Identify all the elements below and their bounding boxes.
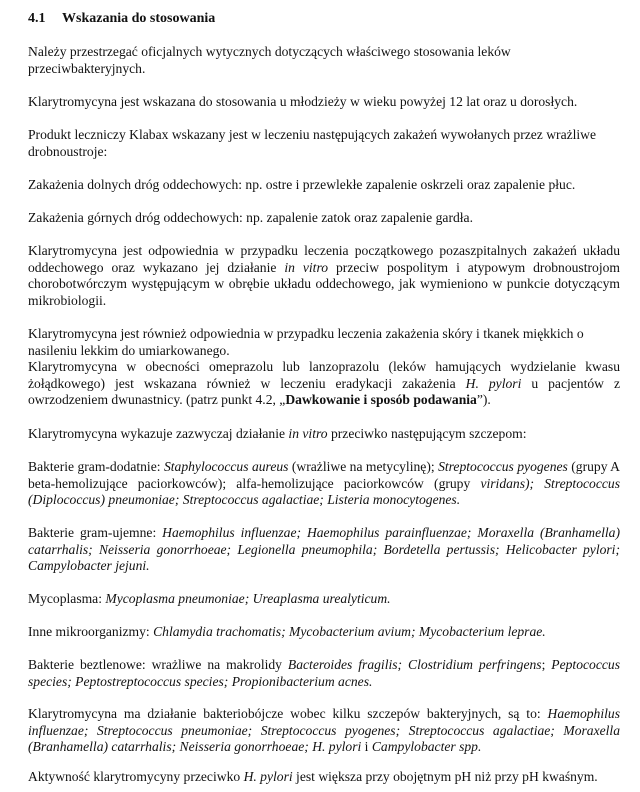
paragraph-anaerobes: Bakterie beztlenowe: wrażliwe na makrolidy Bacteroides fragilis; Clostridium perfringens; Peptococcus species; Peptostreptococcus species; Propionibacterium acnes. [28, 657, 620, 689]
dosage-reference: Dawkowanie i sposób podawania [285, 392, 477, 407]
paragraph-h-pylori-eradication: Klarytromycyna w obecności omeprazolu lub lanzoprazolu (leków hamujących wydzielanie kwasu żołądkowego) jest wskazana również w leczeniu eradykacji zakażenia H. pylori u pacjentów z owrzodzeniem dwunastnicy. (patrz punkt 4.2, „Dawkowanie i sposób podawania”). [28, 359, 621, 407]
paragraph-gram-positive: Bakterie gram-dodatnie: Staphylococcus aureus (wrażliwe na metycylinę); Streptococcus pyogenes (grupy A beta-hemolizujące paciorkowców); alfa-hemolizujące paciorkowców (grupy viridans); Streptococcus (Diplococcus) pneumoniae; Streptococcus agalactiae; Listeria monocytogenes. [28, 459, 620, 507]
paragraph-lower-respiratory: Zakażenia dolnych dróg oddechowych: np. ostre i przewlekłe zapalenie oskrzeli oraz zapalenie płuc. [28, 177, 576, 192]
paragraph-community-infections: Klarytromycyna jest odpowiednia w przypadku leczenia początkowego pozaszpitalnych zakażeń układu oddechowego oraz wykazano jej działanie in vitro przeciw pospolitym i atypowym drobnoustrojom chorobotwórczym występującym w obrębie układu oddechowego, jak wymieniono w punkcie dotyczącym mikrobiologii. [28, 243, 620, 308]
paragraph-ph-activity: Aktywność klarytromycyny przeciwko H. pylori jest większa przy obojętnym pH niż przy pH kwaśnym. [28, 769, 598, 784]
paragraph-skin-infections: Klarytromycyna jest również odpowiednia w przypadku leczenia zakażenia skóry i tkanek miękkich o nasileniu lekkim do umiarkowanego. [28, 326, 584, 358]
paragraph-age-indication: Klarytromycyna jest wskazana do stosowania u młodzieży w wieku powyżej 12 lat oraz u dorosłych. [28, 94, 578, 109]
paragraph-other-microorganisms: Inne mikroorganizmy: Chlamydia trachomatis; Mycobacterium avium; Mycobacterium leprae. [28, 624, 546, 639]
paragraph-gram-negative: Bakterie gram-ujemne: Haemophilus influenzae; Haemophilus parainfluenzae; Moraxella (Branhamella) catarrhalis; Neisseria gonorrhoeae; Legionella pneumophila; Bordetella pertussis; Helicobacter pylori; Campylobacter jejuni. [28, 525, 620, 573]
paragraph-guidelines: Należy przestrzegać oficjalnych wytycznych dotyczących właściwego stosowania leków przeciwbakteryjnych. [28, 44, 511, 76]
paragraph-in-vitro-intro: Klarytromycyna wykazuje zazwyczaj działanie in vitro przeciwko następującym szczepom: [28, 426, 527, 441]
paragraph-bactericidal: Klarytromycyna ma działanie bakteriobójcze wobec kilku szczepów bakteryjnych, są to: Haemophilus influenzae; Streptococcus pneumoniae; Streptococcus pyogenes; Streptococcus agalactiae; Moraxella (Branhamella) catarrhalis; Neisseria gonorrhoeae; H. pylori i Campylobacter spp. [28, 706, 620, 754]
paragraph-upper-respiratory: Zakażenia górnych dróg oddechowych: np. zapalenie zatok oraz zapalenie gardła. [28, 210, 473, 225]
section-heading [28, 11, 215, 28]
section-number: 4.1 [28, 11, 46, 26]
paragraph-infections-intro: Produkt leczniczy Klabax wskazany jest w leczeniu następujących zakażeń wywołanych przez wrażliwe drobnoustroje: [28, 127, 597, 159]
paragraph-mycoplasma: Mycoplasma: Mycoplasma pneumoniae; Ureaplasma urealyticum. [28, 591, 391, 606]
section-title: Wskazania do stosowania [62, 11, 216, 26]
